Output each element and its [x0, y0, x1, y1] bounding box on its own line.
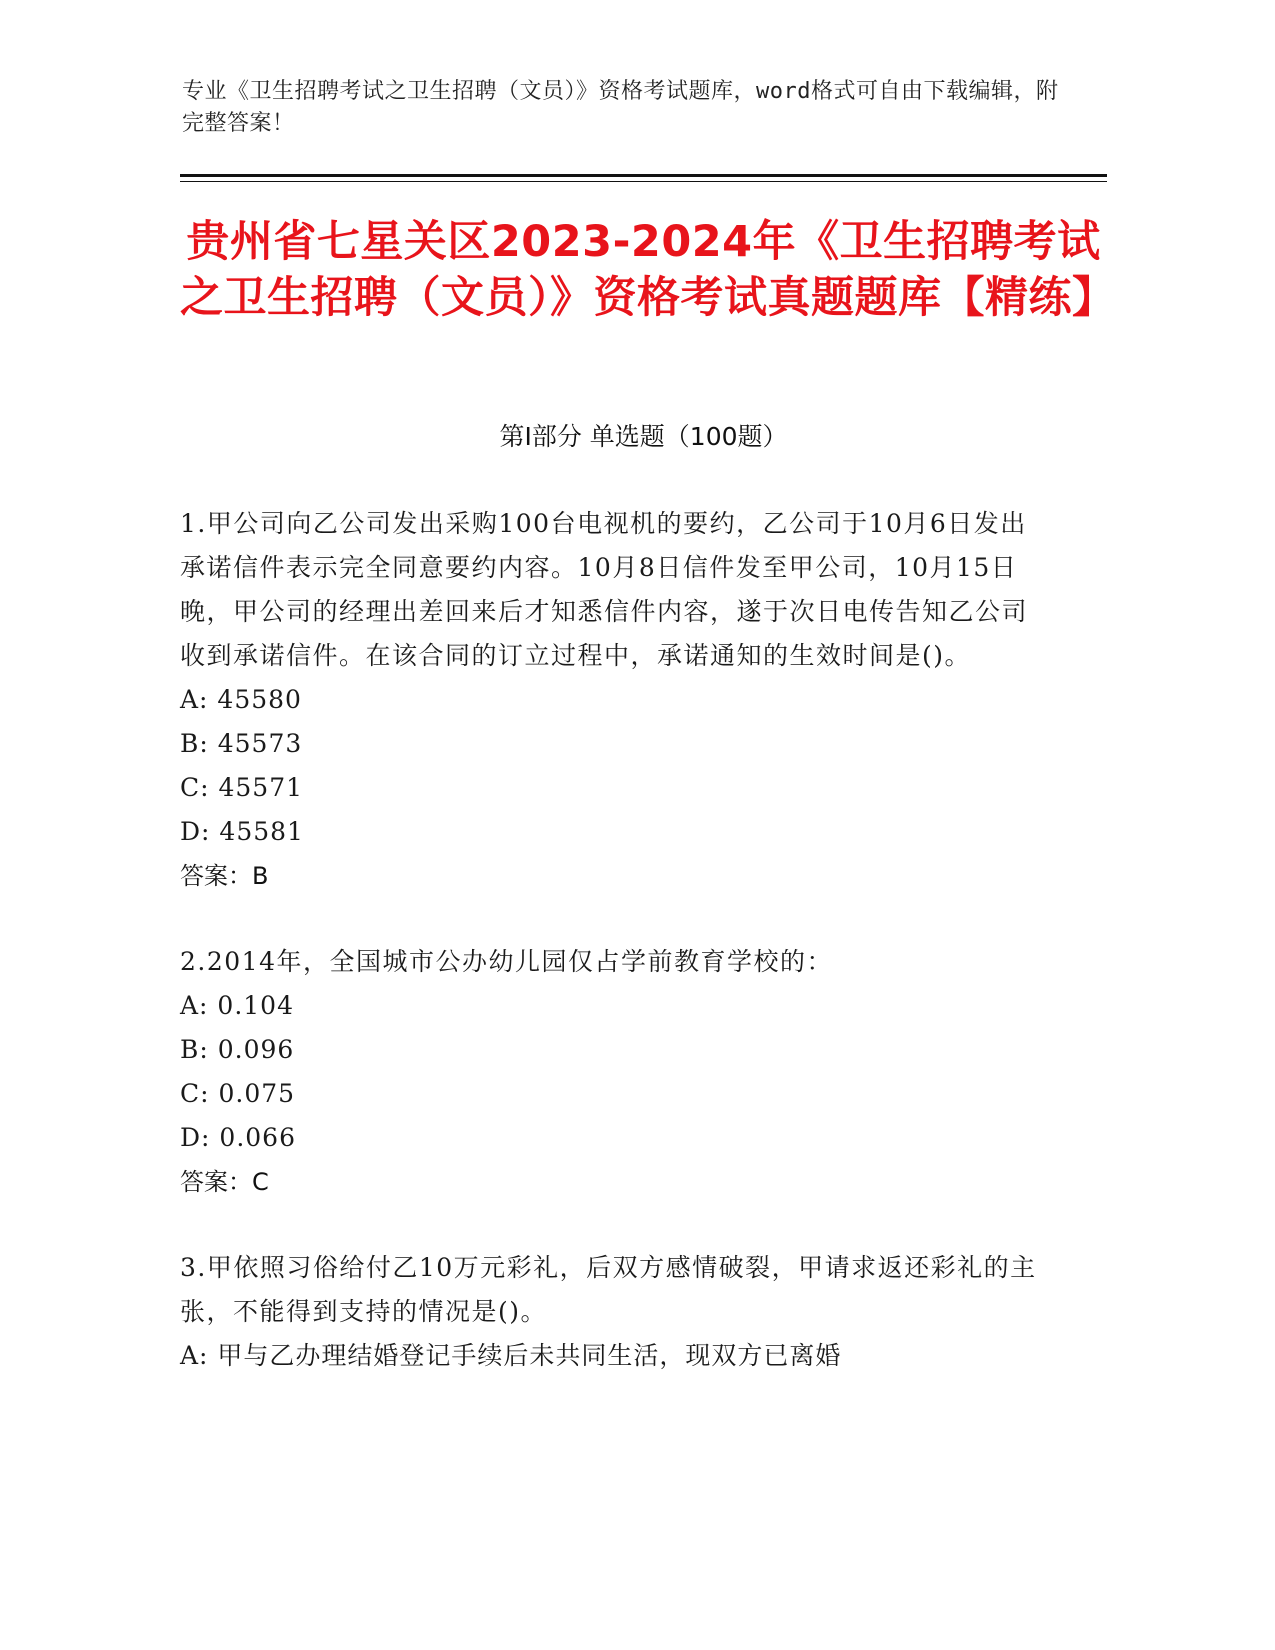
header-divider-thick	[180, 174, 1107, 177]
option-a: A: 45580	[180, 685, 302, 714]
option-c: C: 45571	[180, 773, 304, 802]
question-list	[180, 502, 1040, 1420]
question-2	[180, 940, 1040, 1204]
question-1	[180, 502, 1040, 898]
option-c: C: 0.075	[180, 1079, 296, 1108]
option-b: B: 0.096	[180, 1035, 295, 1064]
question-3	[180, 1246, 1040, 1378]
option-a: A: 甲与乙办理结婚登记手续后未共同生活，现双方已离婚	[180, 1341, 842, 1370]
answer-label: 答案：C	[180, 1168, 269, 1196]
section-heading: 第Ⅰ部分 单选题（100题）	[499, 422, 788, 451]
option-d: D: 0.066	[180, 1123, 296, 1152]
question-stem: 3.甲依照习俗给付乙10万元彩礼，后双方感情破裂，甲请求返还彩礼的主张，不能得到支持的情况是()。	[180, 1253, 1037, 1326]
option-b: B: 45573	[180, 729, 303, 758]
document-title: 贵州省七星关区2023-2024年《卫生招聘考试之卫生招聘（文员）》资格考试真题题库【精练】	[180, 217, 1116, 323]
header-note: 专业《卫生招聘考试之卫生招聘（文员）》资格考试题库，word格式可自由下载编辑，附完整答案！	[182, 79, 1059, 136]
option-a: A: 0.104	[180, 991, 294, 1020]
question-stem: 2.2014年，全国城市公办幼儿园仅占学前教育学校的：	[180, 947, 833, 976]
answer-label: 答案：B	[180, 862, 269, 890]
option-d: D: 45581	[180, 817, 304, 846]
header-divider-thin	[180, 181, 1107, 182]
question-stem: 1.甲公司向乙公司发出采购100台电视机的要约，乙公司于10月6日发出承诺信件表示完全同意要约内容。10月8日信件发至甲公司，10月15日晚，甲公司的经理出差回来后才知悉信件内容，遂于次日电传告知乙公司收到承诺信件。在该合同的订立过程中，承诺通知的生效时间是()。	[180, 509, 1029, 670]
